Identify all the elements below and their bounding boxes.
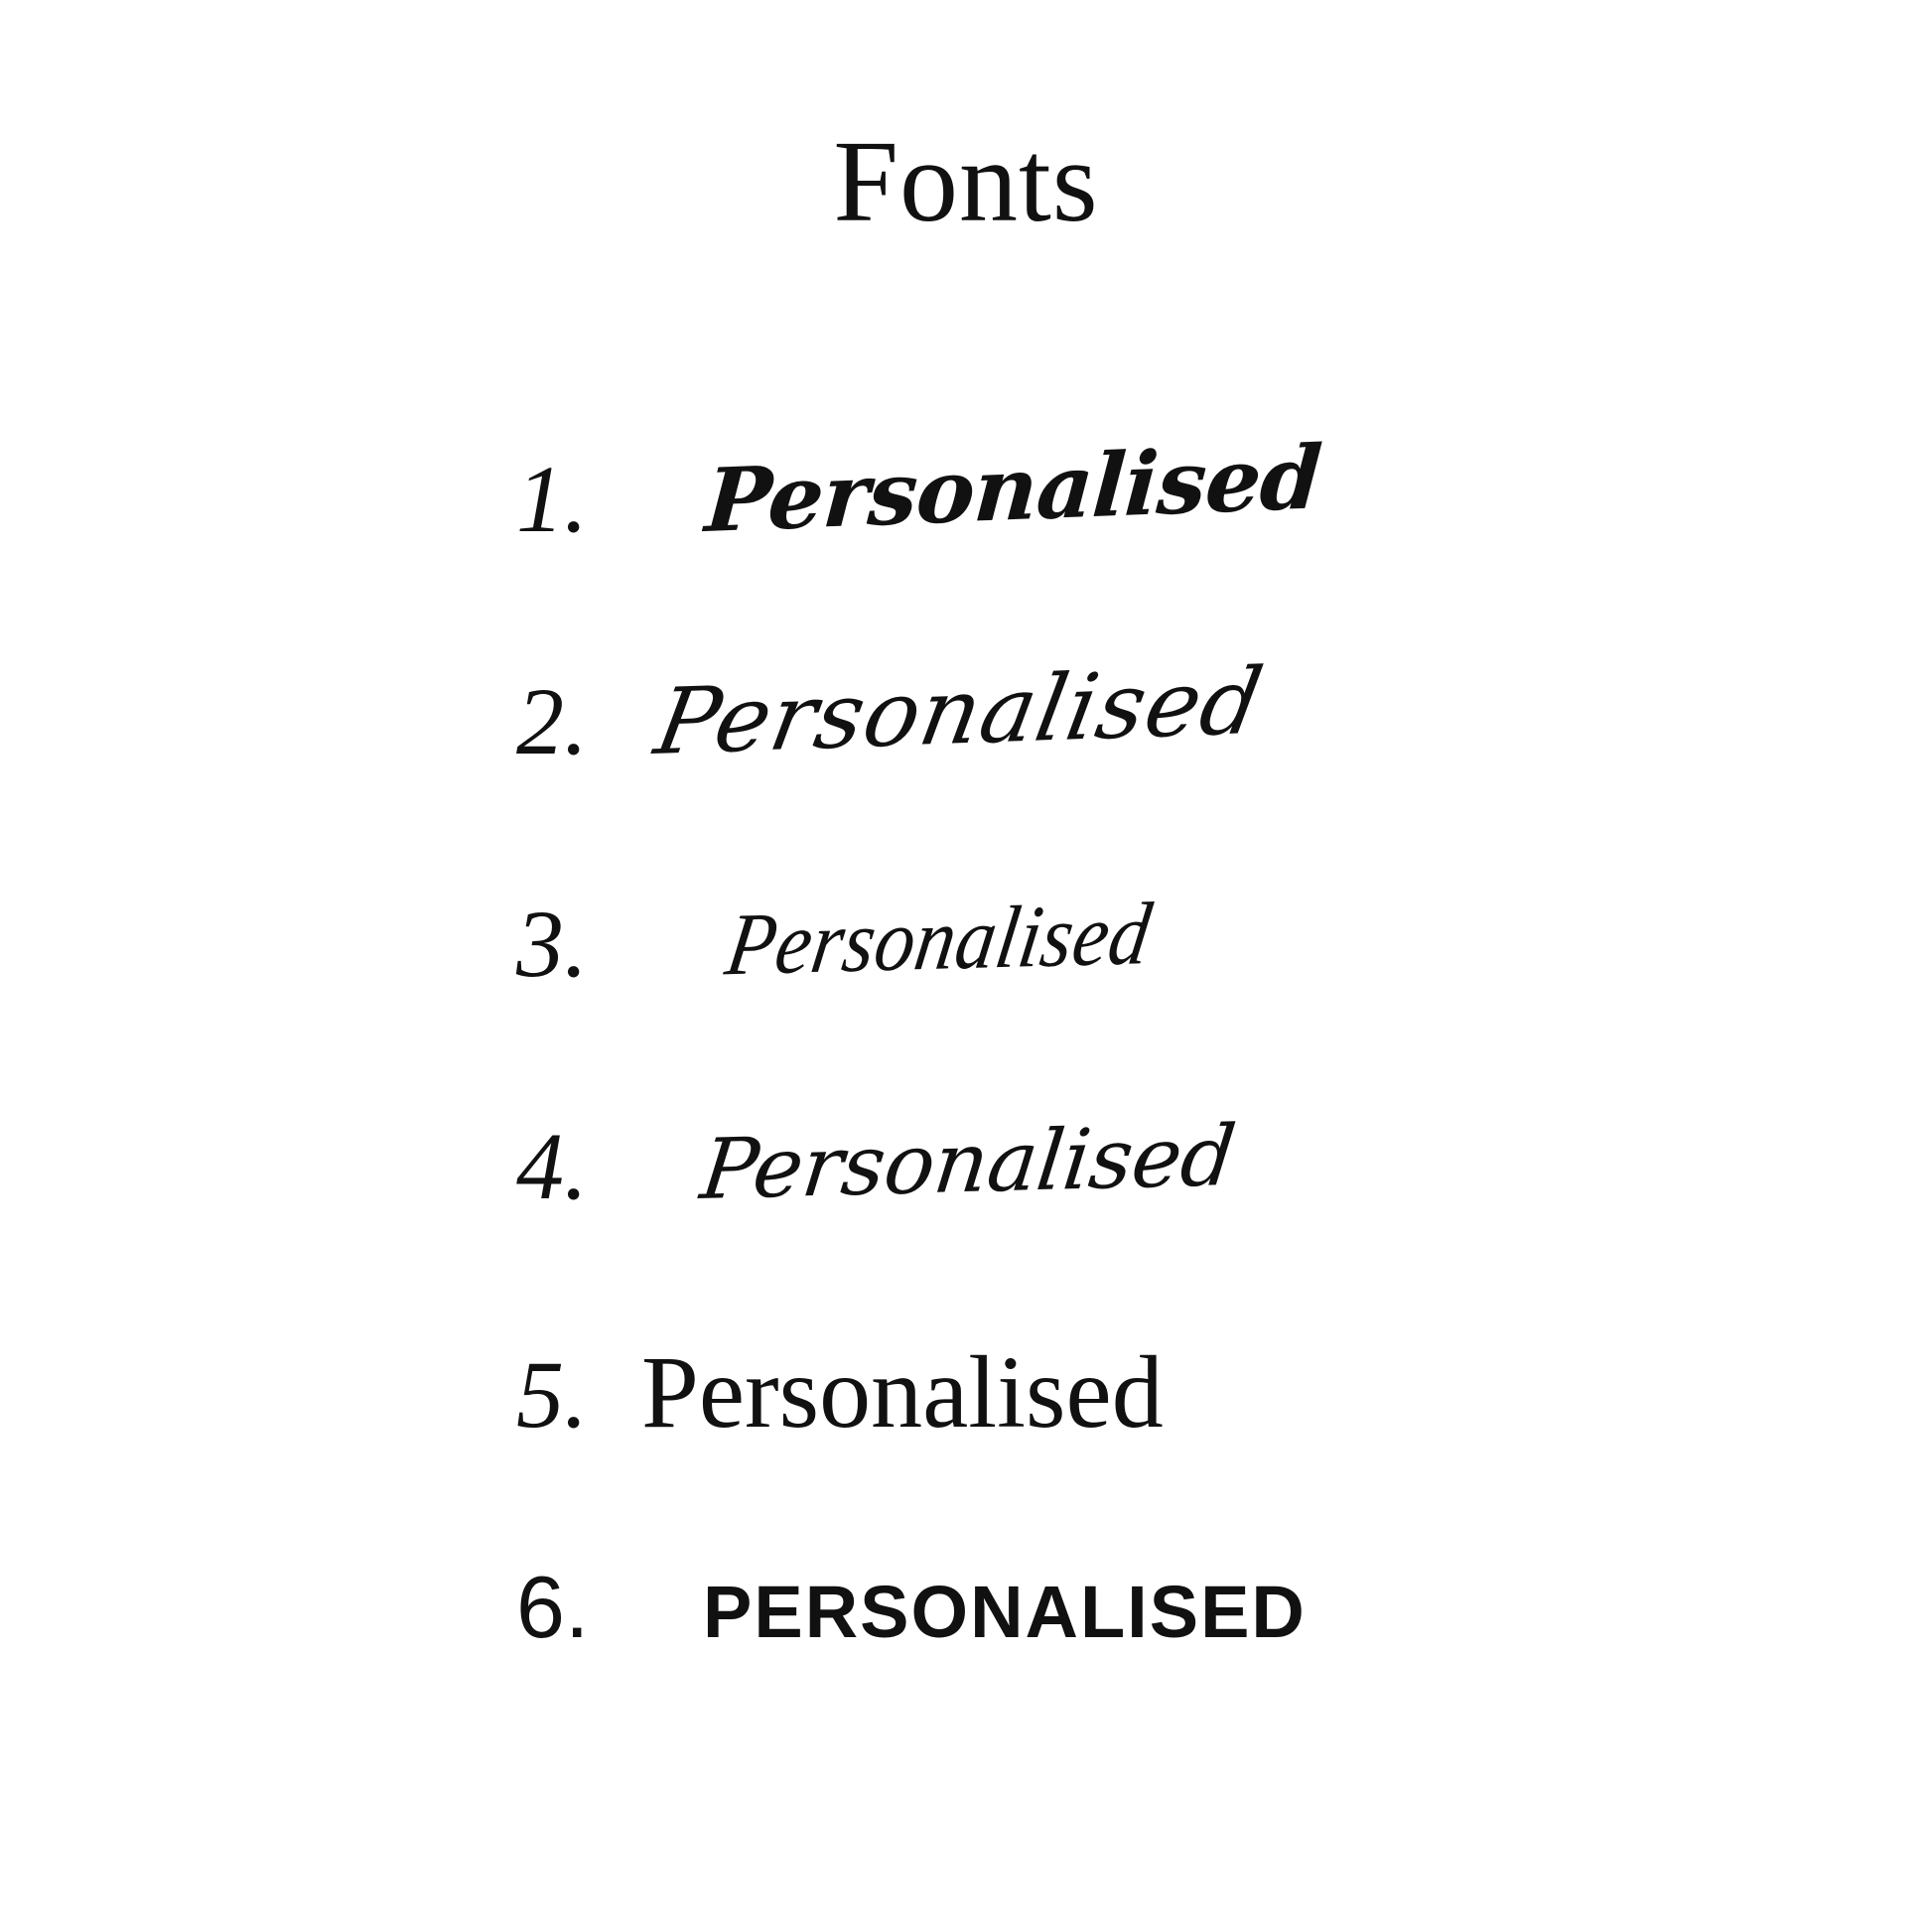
font-sample-text: Personalised (641, 1335, 1164, 1449)
list-item (0, 1107, 1932, 1341)
list-item-number: 3. (516, 891, 588, 997)
list-item (0, 885, 1932, 1119)
font-sample-text: Personalised (696, 1107, 1240, 1218)
font-sample-text: Personalised (702, 425, 1324, 552)
list-item-number: 6. (516, 1558, 590, 1656)
font-sample-text: Personalised (647, 647, 1272, 775)
page-title: Fonts (833, 116, 1099, 246)
list-item-number: 4. (516, 1113, 588, 1219)
font-sample-text: Personalised (720, 885, 1158, 995)
list-item (0, 425, 1932, 674)
list-item (0, 1558, 1932, 1786)
list-item-number: 2. (516, 668, 588, 774)
list-item (0, 1335, 1932, 1564)
font-sample-list (0, 425, 1932, 1786)
list-item (0, 647, 1932, 897)
font-sample-text: PERSONALISED (703, 1571, 1307, 1653)
list-item-number: 1. (516, 446, 588, 552)
list-item-number: 5. (516, 1341, 588, 1448)
